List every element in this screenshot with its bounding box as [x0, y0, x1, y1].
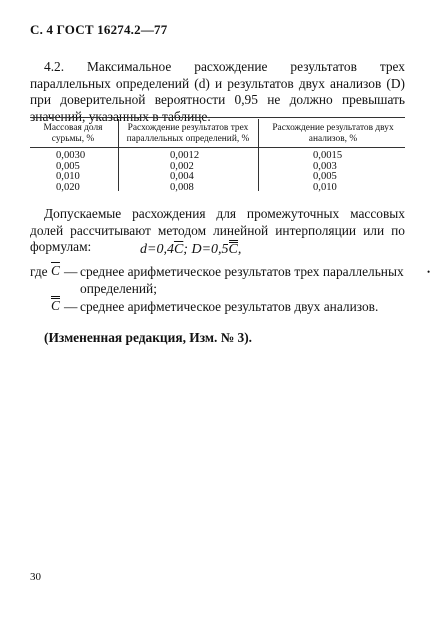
where-symbol-c-double-bar-glyph: C [51, 298, 60, 313]
formula-c-double-bar: C [228, 242, 238, 257]
table-col-parallel [170, 151, 199, 193]
paragraph-interpolation: Допускаемые расхождения для промежуточных массовых долей рассчитывают методом линейной интерполяции или по формулам: [30, 206, 405, 254]
table-top-rule [30, 117, 405, 118]
table-cell: 0,010 [56, 171, 80, 183]
table-cell: 0,010 [313, 181, 337, 193]
margin-mark: • [427, 267, 431, 277]
table-cell: 0,008 [170, 181, 194, 193]
table-col-sb-fraction [56, 151, 85, 193]
where-dash-2: — [64, 299, 78, 314]
where-symbol-c-double-bar [51, 298, 60, 315]
table-cell: 0,005 [56, 160, 80, 172]
formula-sep: ; [183, 242, 192, 257]
where-definition-2: среднее арифметическое результатов двух анализов. [80, 299, 379, 314]
table-cell: 0,0012 [170, 150, 200, 161]
where-label: где [30, 264, 48, 279]
formula-d: d=0,4 [140, 242, 174, 257]
table-cell: 0,004 [170, 171, 194, 183]
where-symbol-c-bar: $\overline{C}$ [51, 263, 60, 278]
table-divider-1 [118, 119, 119, 191]
where-definition-1: среднее арифметическое результатов трех параллельных определений; [80, 264, 404, 296]
formula-c-bar: $\overline{C}$ [173, 242, 184, 257]
where-dash: — [64, 264, 78, 279]
table-header-rule [30, 147, 405, 148]
table-cell: 0,002 [170, 160, 194, 172]
edition-note: (Измененная редакция, Изм. № 3). [44, 330, 253, 345]
table-cell: 0,005 [313, 171, 337, 183]
page-header: С. 4 ГОСТ 16274.2—77 [30, 22, 168, 37]
table-col-analyses [313, 151, 342, 193]
formula-D: D=0,5 [191, 242, 229, 257]
formula [140, 242, 241, 258]
table-cell: 0,003 [313, 160, 337, 172]
table-cell: 0,020 [56, 181, 80, 193]
table-header-col1: Массовая доля сурьмы, % [43, 123, 103, 144]
table-divider-2 [258, 119, 259, 191]
table-cell: 0,0015 [313, 150, 343, 161]
page-number: 30 [30, 571, 41, 583]
table-header-col2: Расхождение результатов трех параллельных определений, % [126, 123, 250, 144]
paragraph-4-2: 4.2. Максимальное расхождение результатов трех параллельных определений (d) и результатов двух анализов (D) при доверительной вероятности 0,95 не должно превышать значений, указанных в таблице. [30, 59, 405, 124]
table-header-col3: Расхождение результатов двух анализов, % [272, 123, 394, 144]
formula-end: , [237, 242, 242, 257]
table-cell: 0,0030 [56, 150, 86, 161]
